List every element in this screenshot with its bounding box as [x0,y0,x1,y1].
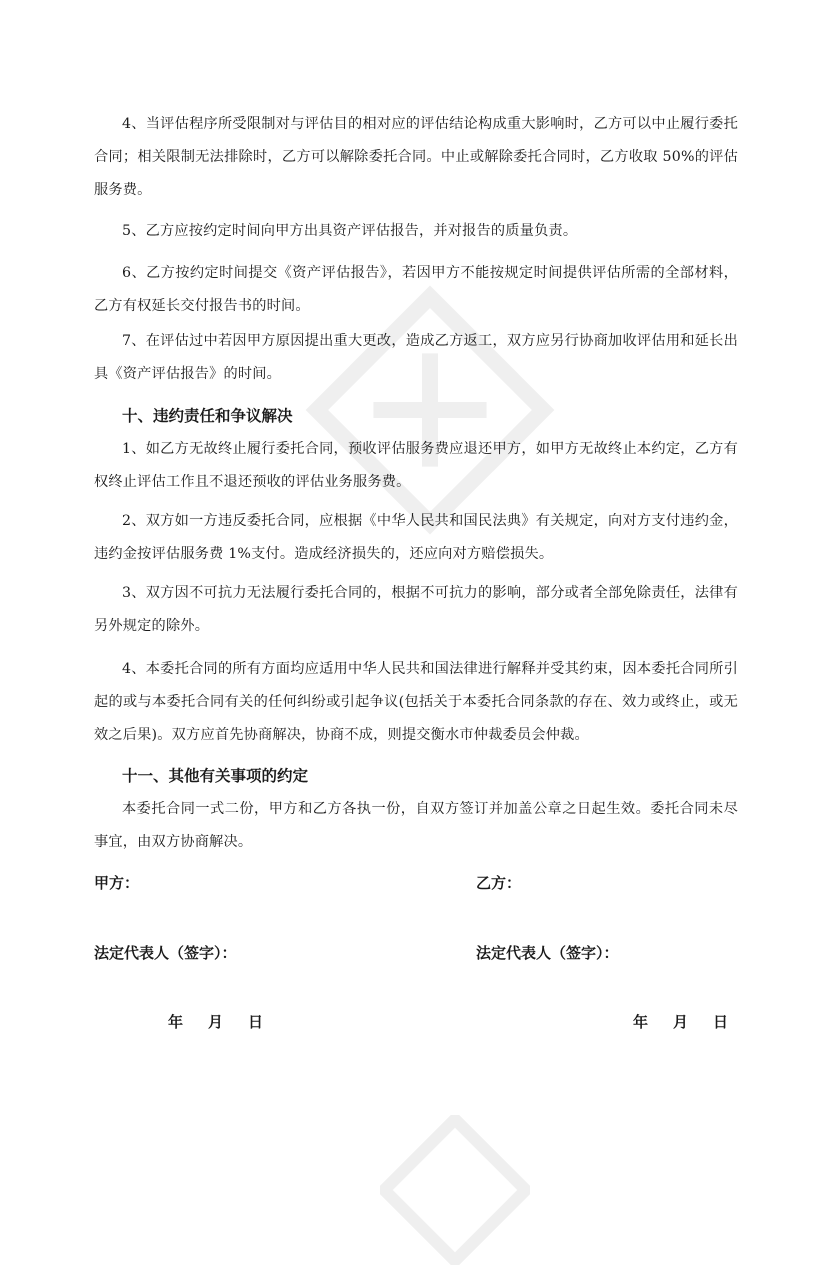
date-a [168,1011,288,1032]
clause-10-4: 4、本委托合同的所有方面均应适用中华人民共和国法律进行解释并受其约束，因本委托合同所引起的或与本委托合同有关的任何纠纷或引起争议(包括关于本委托合同条款的存在、效力或终止，或无效之后果)。双方应首先协商解决，协商不成，则提交衡水市仲裁委员会仲裁。 [94,661,738,743]
date-b-day: 日 [713,1013,729,1031]
clause-10-1: 1、如乙方无故终止履行委托合同，预收评估服务费应退还甲方，如甲方无故终止本约定，乙方有权终止评估工作且不退还预收的评估业务服务费。 [94,441,738,490]
section-11-heading: 十一、其他有关事项的约定 [122,767,309,785]
party-b-label: 乙方： [476,874,522,892]
clause-9-5: 5、乙方应按约定时间向甲方出具资产评估报告，并对报告的质量负责。 [122,223,578,239]
date-b [633,1011,753,1032]
clause-9-4: 4、当评估程序所受限制对与评估目的相对应的评估结论构成重大影响时，乙方可以中止履行委托合同；相关限制无法排除时，乙方可以解除委托合同。中止或解除委托合同时，乙方收取 50%的评估服务费。 [94,116,738,198]
section-10-heading: 十、违约责任和争议解决 [122,407,293,425]
legal-rep-a-label: 法定代表人（签字）： [94,944,237,962]
watermark-logo-icon [380,1115,530,1265]
clause-10-3: 3、双方因不可抗力无法履行委托合同的，根据不可抗力的影响，部分或者全部免除责任，法律有另外规定的除外。 [94,585,738,634]
date-a-month: 月 [208,1013,224,1031]
clause-11-1: 本委托合同一式二份，甲方和乙方各执一份，自双方签订并加盖公章之日起生效。委托合同未尽事宜，由双方协商解决。 [94,801,738,850]
clause-9-7: 7、在评估过中若因甲方原因提出重大更改，造成乙方返工，双方应另行协商加收评估用和延长出具《资产评估报告》的时间。 [94,333,738,382]
date-b-year: 年 [633,1013,649,1031]
legal-rep-b-label: 法定代表人（签字）： [476,944,619,962]
date-b-month: 月 [673,1013,689,1031]
date-a-day: 日 [248,1013,264,1031]
party-a-label: 甲方： [94,874,140,892]
date-a-year: 年 [168,1013,184,1031]
clause-9-6: 6、乙方按约定时间提交《资产评估报告》，若因甲方不能按规定时间提供评估所需的全部材料，乙方有权延长交付报告书的时间。 [94,265,738,314]
clause-10-2: 2、双方如一方违反委托合同，应根据《中华人民共和国民法典》有关规定，向对方支付违约金，违约金按评估服务费 1%支付。造成经济损失的，还应向对方赔偿损失。 [94,513,738,562]
